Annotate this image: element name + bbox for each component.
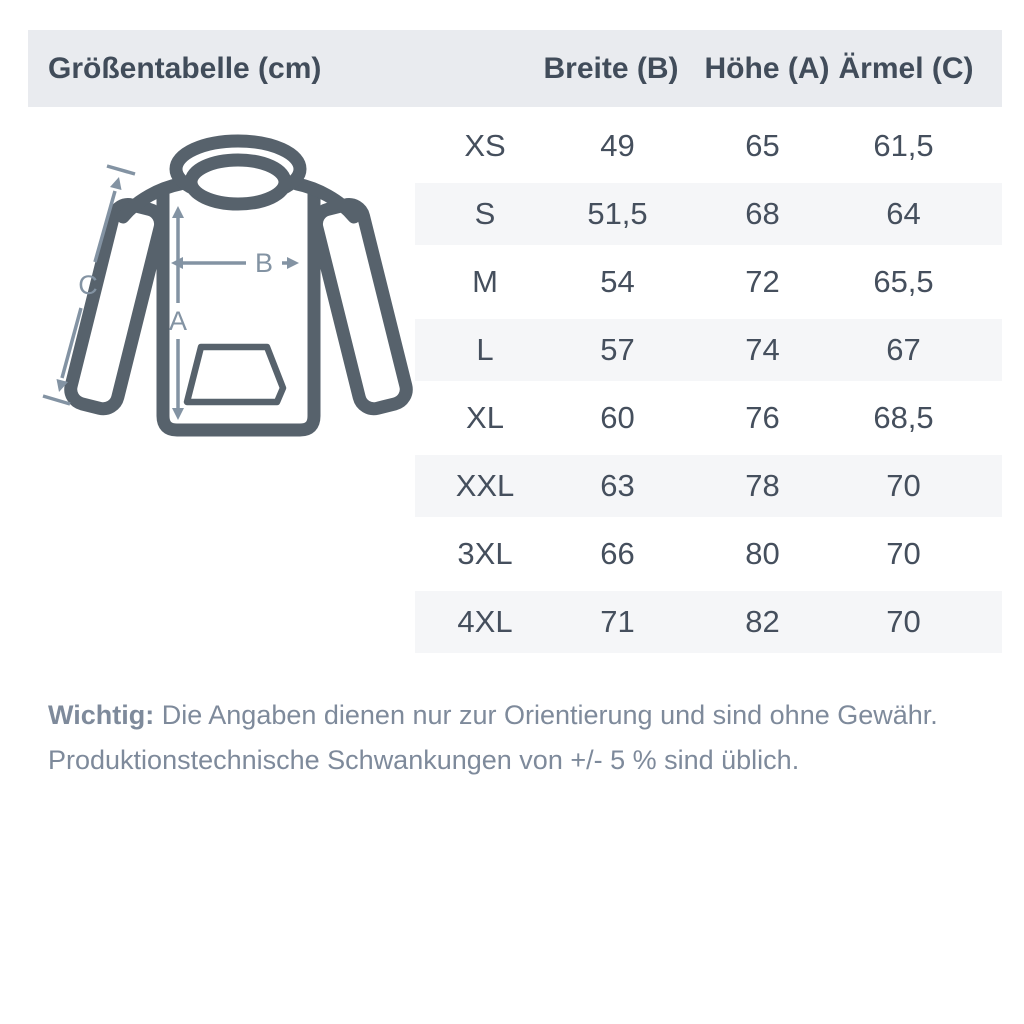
label-c: C — [78, 270, 98, 300]
table-row — [415, 520, 1002, 588]
left-sleeve — [68, 201, 164, 412]
table-row — [415, 588, 1002, 656]
page-title: Größentabelle (cm) — [48, 51, 322, 85]
aermel-cell: 70 — [886, 536, 921, 571]
breite-cell: 51,5 — [587, 196, 648, 231]
breite-cell: 63 — [600, 468, 635, 503]
hoehe-cell: 68 — [745, 196, 780, 231]
hoehe-cell: 78 — [745, 468, 780, 503]
hoehe-cell: 74 — [745, 332, 780, 367]
label-a: A — [168, 306, 188, 336]
column-header-aermel: Ärmel (C) — [838, 51, 974, 85]
pocket — [187, 347, 283, 402]
breite-cell: 54 — [600, 264, 635, 299]
breite-cell: 60 — [600, 400, 635, 435]
size-cell: S — [474, 196, 496, 231]
size-cell: XXL — [455, 468, 515, 503]
size-cell: 4XL — [457, 604, 513, 639]
note-line1: Die Angaben dienen nur zur Orientierung und sind ohne Gewähr. — [161, 700, 938, 730]
label-b: B — [254, 248, 274, 278]
table-row — [415, 248, 1002, 316]
breite-cell: 57 — [600, 332, 635, 367]
aermel-cell: 64 — [886, 196, 921, 231]
breite-cell: 49 — [600, 128, 635, 163]
hoehe-cell: 76 — [745, 400, 780, 435]
table-row — [415, 316, 1002, 384]
column-header-hoehe: Höhe (A) — [704, 51, 830, 85]
size-table — [415, 112, 1002, 656]
hoehe-cell: 80 — [745, 536, 780, 571]
table-row — [415, 112, 1002, 180]
table-row — [415, 384, 1002, 452]
size-cell: XS — [464, 128, 506, 163]
breite-cell: 66 — [600, 536, 635, 571]
hood-inner-ring — [191, 160, 285, 204]
note-prefix: Wichtig: — [48, 700, 155, 730]
aermel-cell: 65,5 — [873, 264, 934, 299]
disclaimer-note — [48, 693, 978, 783]
size-cell: XL — [466, 400, 504, 435]
breite-cell: 71 — [600, 604, 635, 639]
hoodie-diagram — [35, 118, 425, 468]
column-header-breite: Breite (B) — [543, 51, 679, 85]
size-cell: L — [476, 332, 494, 367]
size-cell: M — [472, 264, 498, 299]
hoehe-cell: 65 — [745, 128, 780, 163]
note-line2: Produktionstechnische Schwankungen von +/- 5 % sind üblich. — [48, 745, 800, 775]
table-header — [28, 30, 1002, 107]
aermel-cell: 61,5 — [873, 128, 934, 163]
aermel-cell: 67 — [886, 332, 921, 367]
table-row — [415, 452, 1002, 520]
size-cell: 3XL — [457, 536, 513, 571]
table-row — [415, 180, 1002, 248]
right-sleeve — [313, 201, 409, 412]
aermel-cell: 68,5 — [873, 400, 934, 435]
aermel-cell: 70 — [886, 604, 921, 639]
hoehe-cell: 72 — [745, 264, 780, 299]
hoehe-cell: 82 — [745, 604, 780, 639]
aermel-cell: 70 — [886, 468, 921, 503]
